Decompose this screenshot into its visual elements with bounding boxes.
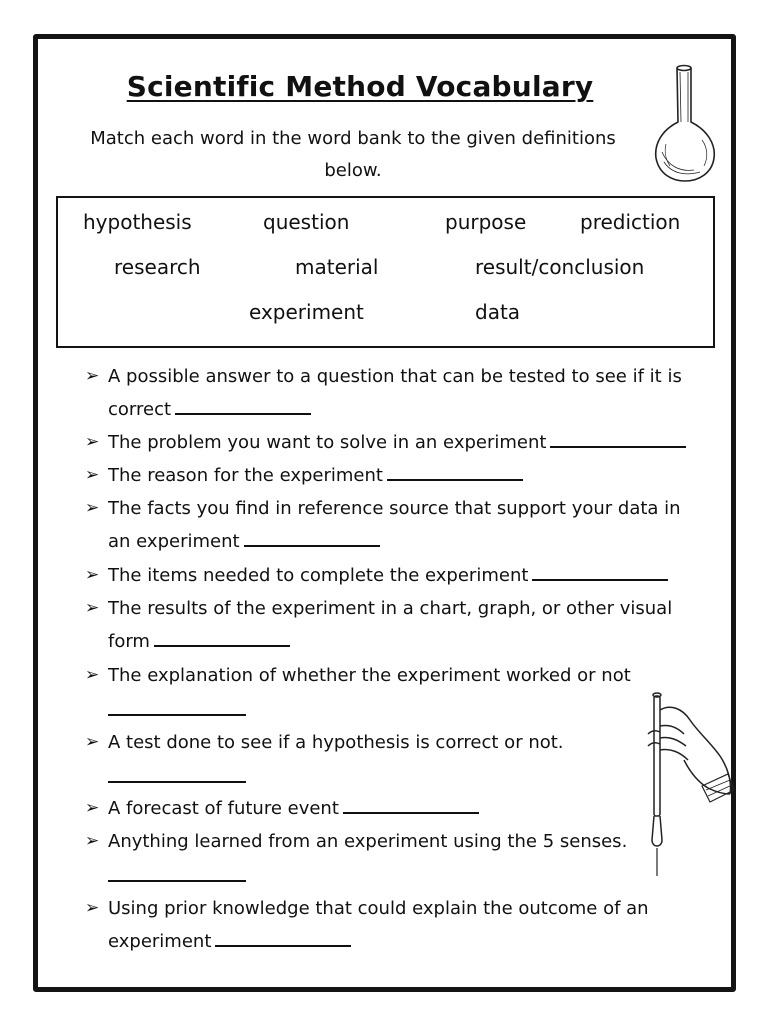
- definition-text: Using prior knowledge that could explain the outcome of an experiment: [108, 898, 649, 952]
- definition-text: The items needed to complete the experiment: [108, 565, 529, 586]
- answer-blank[interactable]: [550, 445, 686, 448]
- arrow-bullet-icon: ➢: [85, 798, 100, 818]
- page-title: Scientific Method Vocabulary: [126, 70, 594, 103]
- flask-icon: [650, 60, 720, 185]
- definition-text: The facts you find in reference source that support your data in an experiment: [108, 498, 681, 552]
- arrow-bullet-icon: ➢: [85, 565, 100, 585]
- word-bank-item: question: [263, 210, 350, 234]
- list-item: [85, 426, 725, 459]
- arrow-bullet-icon: ➢: [85, 898, 100, 918]
- list-item: [85, 825, 725, 882]
- definition-text: A possible answer to a question that can be tested to see if it is correct: [108, 366, 682, 420]
- definition-text: A forecast of future event: [108, 798, 339, 819]
- word-bank-item: research: [114, 255, 201, 279]
- list-item: [85, 726, 725, 783]
- arrow-bullet-icon: ➢: [85, 432, 100, 452]
- hand-holding-pipette-icon: [640, 690, 736, 880]
- word-bank-item: prediction: [580, 210, 681, 234]
- list-item: [85, 792, 725, 825]
- definition-text: The reason for the experiment: [108, 465, 383, 486]
- list-item: [85, 459, 725, 492]
- answer-blank[interactable]: [175, 412, 311, 415]
- instructions-text: Match each word in the word bank to the given definitions below.: [90, 128, 616, 181]
- list-item: [85, 892, 725, 958]
- arrow-bullet-icon: ➢: [85, 465, 100, 485]
- answer-blank[interactable]: [387, 478, 523, 481]
- answer-blank[interactable]: [154, 644, 290, 647]
- arrow-bullet-icon: ➢: [85, 498, 100, 518]
- list-item: [85, 659, 725, 716]
- list-item: [85, 492, 725, 558]
- word-bank-item: hypothesis: [83, 210, 192, 234]
- answer-blank[interactable]: [108, 759, 246, 783]
- definition-text: The problem you want to solve in an experiment: [108, 432, 547, 453]
- arrow-bullet-icon: ➢: [85, 598, 100, 618]
- arrow-bullet-icon: ➢: [85, 366, 100, 386]
- answer-blank[interactable]: [532, 578, 668, 581]
- answer-blank[interactable]: [108, 692, 246, 716]
- definition-text: The results of the experiment in a chart, graph, or other visual form: [108, 598, 673, 652]
- arrow-bullet-icon: ➢: [85, 831, 100, 851]
- answer-blank[interactable]: [108, 858, 246, 882]
- arrow-bullet-icon: ➢: [85, 732, 100, 752]
- definition-text: The explanation of whether the experiment worked or not: [108, 665, 631, 686]
- answer-blank[interactable]: [244, 544, 380, 547]
- word-bank-item: purpose: [445, 210, 527, 234]
- list-item: [85, 592, 725, 658]
- word-bank-item: experiment: [249, 300, 364, 324]
- answer-blank[interactable]: [343, 811, 479, 814]
- word-bank: [56, 196, 715, 348]
- list-item: [85, 559, 725, 592]
- word-bank-item: material: [295, 255, 379, 279]
- definition-text: A test done to see if a hypothesis is correct or not.: [108, 732, 564, 753]
- word-bank-item: data: [475, 300, 521, 324]
- definition-text: Anything learned from an experiment using the 5 senses.: [108, 831, 628, 852]
- answer-blank[interactable]: [215, 944, 351, 947]
- arrow-bullet-icon: ➢: [85, 665, 100, 685]
- list-item: [85, 360, 725, 426]
- word-bank-item: result/conclusion: [475, 255, 645, 279]
